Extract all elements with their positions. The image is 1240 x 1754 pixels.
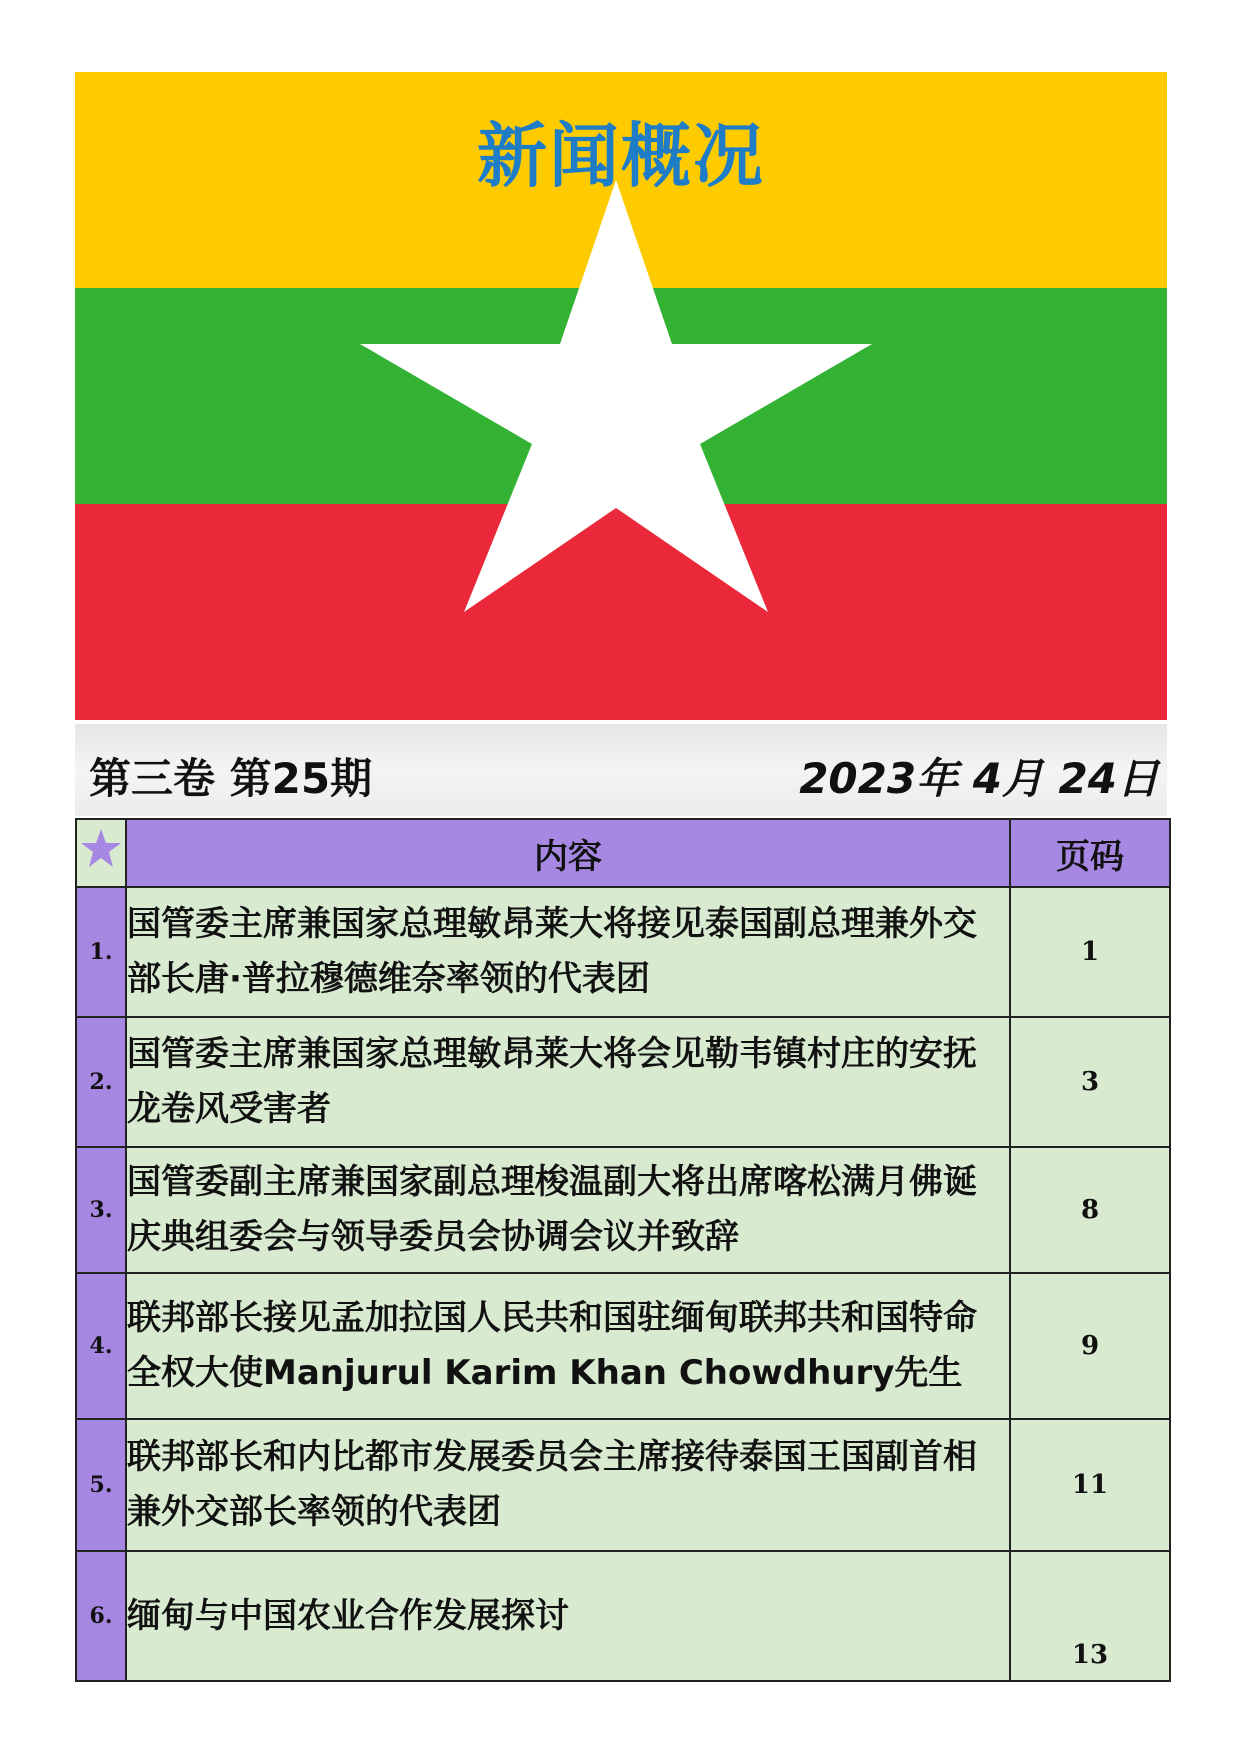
row-page: 13 <box>1010 1551 1170 1681</box>
row-page: 1 <box>1010 887 1170 1017</box>
row-page: 8 <box>1010 1147 1170 1273</box>
table-row[interactable] <box>76 1419 1170 1551</box>
issue-date: 2023年 4月 24日 <box>799 754 1159 803</box>
header-star-cell <box>76 819 126 887</box>
row-number: 4. <box>76 1273 126 1419</box>
table-row[interactable] <box>76 1551 1170 1681</box>
table-row[interactable] <box>76 887 1170 1017</box>
row-title[interactable]: 联邦部长接见孟加拉国人民共和国驻缅甸联邦共和国特命全权大使Manjurul Karim Khan Chowdhury先生 <box>126 1273 1010 1419</box>
issue-volume: 第三卷 第25期 <box>89 754 373 803</box>
row-number: 1. <box>76 887 126 1017</box>
myanmar-flag <box>75 72 1167 720</box>
row-number: 5. <box>76 1419 126 1551</box>
purple-star-icon <box>79 827 123 871</box>
row-title[interactable]: 国管委主席兼国家总理敏昂莱大将会见勒韦镇村庄的安抚龙卷风受害者 <box>126 1017 1010 1147</box>
row-page: 11 <box>1010 1419 1170 1551</box>
row-title[interactable]: 联邦部长和内比都市发展委员会主席接待泰国王国副首相兼外交部长率领的代表团 <box>126 1419 1010 1551</box>
row-page: 9 <box>1010 1273 1170 1419</box>
column-header-page: 页码 <box>1010 819 1170 887</box>
toc-header-row <box>76 819 1170 887</box>
row-title[interactable]: 国管委主席兼国家总理敏昂莱大将接见泰国副总理兼外交部长唐·普拉穆德维奈率领的代表团 <box>126 887 1010 1017</box>
page-title: 新闻概况 <box>477 115 765 197</box>
row-page: 3 <box>1010 1017 1170 1147</box>
issue-bar <box>75 724 1167 816</box>
column-header-content: 内容 <box>126 819 1010 887</box>
table-row[interactable] <box>76 1017 1170 1147</box>
row-number: 3. <box>76 1147 126 1273</box>
row-title[interactable]: 缅甸与中国农业合作发展探讨 <box>126 1551 1010 1681</box>
row-title[interactable]: 国管委副主席兼国家副总理梭温副大将出席喀松满月佛诞庆典组委会与领导委员会协调会议并致辞 <box>126 1147 1010 1273</box>
table-of-contents <box>75 818 1171 1682</box>
table-row[interactable] <box>76 1273 1170 1419</box>
row-number: 6. <box>76 1551 126 1681</box>
table-row[interactable] <box>76 1147 1170 1273</box>
row-number: 2. <box>76 1017 126 1147</box>
